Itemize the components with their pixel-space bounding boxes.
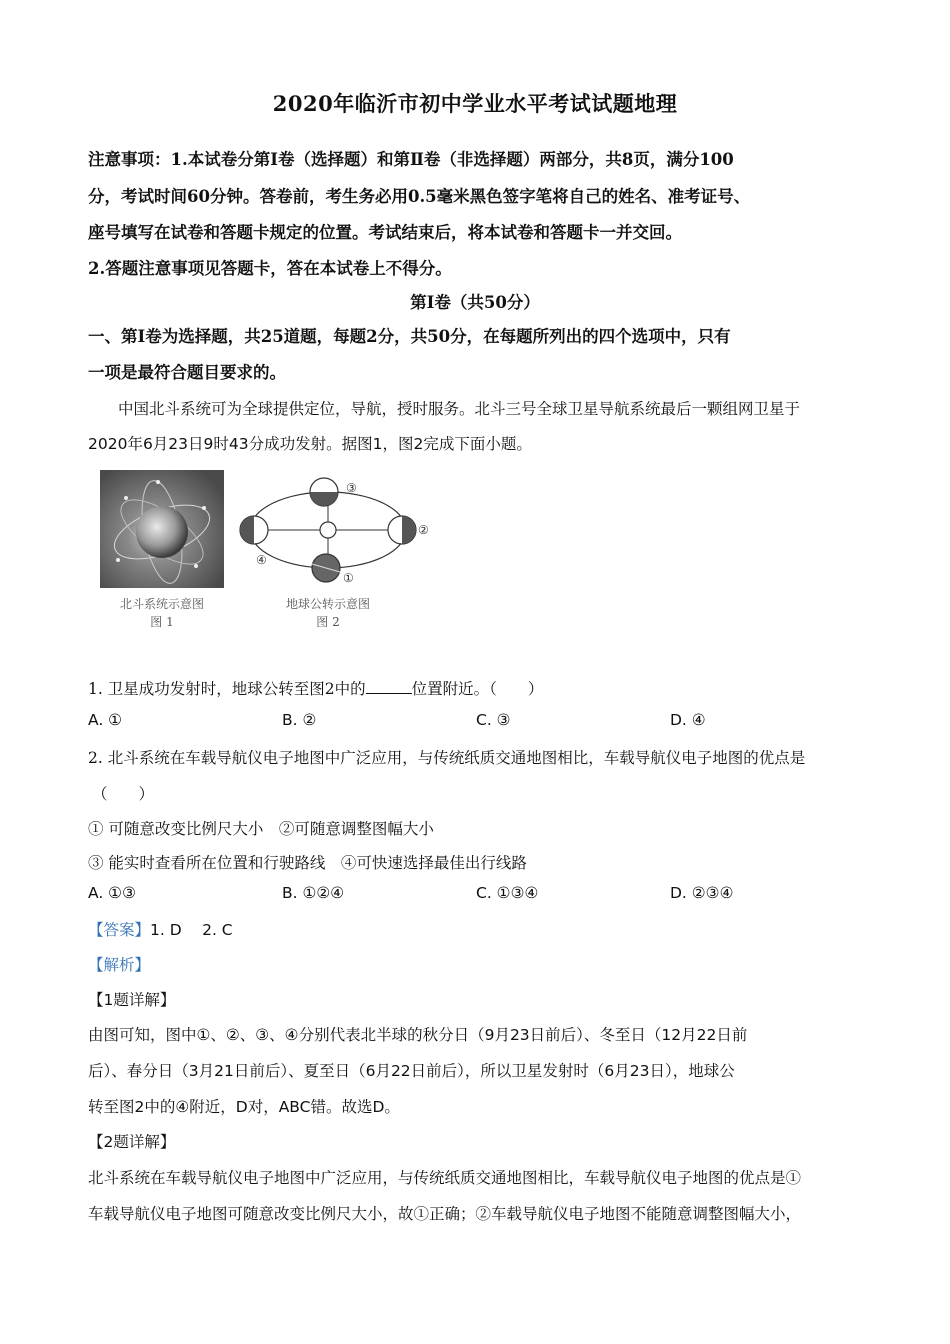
detail-2-line-1: 北斗系统在车载导航仪电子地图中广泛应用，与传统纸质交通地图相比，车载导航仪电子地图的优点是① — [88, 1169, 802, 1187]
question-2-stem: 2. 北斗系统在车载导航仪电子地图中广泛应用，与传统纸质交通地图相比，车载导航仪电子地图的优点是 — [88, 749, 806, 767]
detail-1-line-1: 由图可知，图中①、②、③、④分别代表北半球的秋分日（9月23日前后）、冬至日（12月22日前 — [88, 1026, 748, 1044]
detail-1-line-3: 转至图2中的④附近，D对，ABC错。故选D。 — [88, 1098, 400, 1116]
question-2-option-a: A. ①③ — [88, 884, 136, 902]
label-position-3: ③ — [346, 481, 357, 495]
passage-line-2: 2020年6月23日9时43分成功发射。据图1，图2完成下面小题。 — [88, 435, 532, 453]
figures — [96, 468, 436, 638]
question-1-blank — [366, 679, 412, 694]
question-2-option-d: D. ②③④ — [670, 884, 734, 902]
passage-line-1: 中国北斗系统可为全球提供定位，导航，授时服务。北斗三号全球卫星导航系统最后一颗组网卫星于 — [118, 400, 801, 418]
detail-1-label: 【1题详解】 — [88, 991, 176, 1009]
notes-line-4: 2.答题注意事项见答题卡，答在本试卷上不得分。 — [88, 259, 452, 278]
earth-position-3 — [310, 478, 338, 506]
section-intro-line-2: 一项是最符合题目要求的。 — [88, 363, 286, 382]
question-1-option-c: C. ③ — [476, 711, 511, 729]
question-2-paren: （ ） — [92, 785, 155, 803]
figure-2-caption: 地球公转示意图 — [285, 597, 371, 611]
answer-line — [88, 918, 233, 940]
exam-title: 2020年临沂市初中学业水平考试试题地理 — [272, 91, 678, 116]
earth-position-2 — [388, 516, 416, 544]
question-2-items-1: ① 可随意改变比例尺大小 ②可随意调整图幅大小 — [88, 820, 434, 838]
section-intro-line-1: 一、第Ⅰ卷为选择题，共25道题，每题2分，共50分，在每题所列出的四个选项中，只有 — [88, 327, 731, 346]
answer-text: 1. D 2. C — [150, 921, 233, 939]
answer-label: 【答案】 — [88, 921, 151, 939]
notes-line-2: 分，考试时间60分钟。答卷前，考生务必用0.5毫米黑色签字笔将自己的姓名、准考证号、 — [88, 187, 751, 206]
notes-line-1: 注意事项：1.本试卷分第Ⅰ卷（选择题）和第Ⅱ卷（非选择题）两部分，共8页，满分100 — [88, 150, 734, 169]
label-position-2: ② — [418, 523, 429, 537]
earth-position-4 — [240, 516, 268, 544]
question-1-option-a: A. ① — [88, 711, 123, 729]
analysis-label: 【解析】 — [88, 956, 151, 974]
notes-line-3: 座号填写在试卷和答题卡规定的位置。考试结束后，将本试卷和答题卡一并交回。 — [88, 223, 682, 242]
question-1-stem-after: 位置附近。（ ） — [411, 680, 544, 698]
figure-2-label: 图 2 — [316, 615, 340, 629]
question-1-stem-before: 1. 卫星成功发射时，地球公转至图2中的 — [88, 680, 366, 698]
sun-icon — [320, 522, 336, 538]
detail-2-label: 【2题详解】 — [88, 1133, 176, 1151]
section-title: 第Ⅰ卷（共50分） — [410, 293, 540, 312]
question-1-stem — [88, 677, 543, 699]
question-2-option-c: C. ①③④ — [476, 884, 539, 902]
label-position-4: ④ — [256, 553, 267, 567]
figure-1-label: 图 1 — [150, 615, 174, 629]
figure-2-revolution-diagram — [240, 478, 429, 585]
label-position-1: ① — [343, 571, 354, 585]
question-2-option-b: B. ①②④ — [282, 884, 345, 902]
question-1-option-d: D. ④ — [670, 711, 706, 729]
detail-1-line-2: 后）、春分日（3月21日前后）、夏至日（6月22日前后），所以卫星发射时（6月23日），地球公 — [88, 1062, 735, 1080]
figure-1-caption: 北斗系统示意图 — [119, 597, 205, 611]
earth-position-1 — [312, 554, 340, 582]
detail-2-line-2: 车载导航仪电子地图可随意改变比例尺大小，故①正确；②车载导航仪电子地图不能随意调整图幅大小， — [88, 1205, 802, 1223]
question-2-items-2: ③ 能实时查看所在位置和行驶路线 ④可快速选择最佳出行线路 — [88, 854, 527, 872]
question-1-option-b: B. ② — [282, 711, 317, 729]
figure-1-beidou-image — [100, 470, 224, 588]
